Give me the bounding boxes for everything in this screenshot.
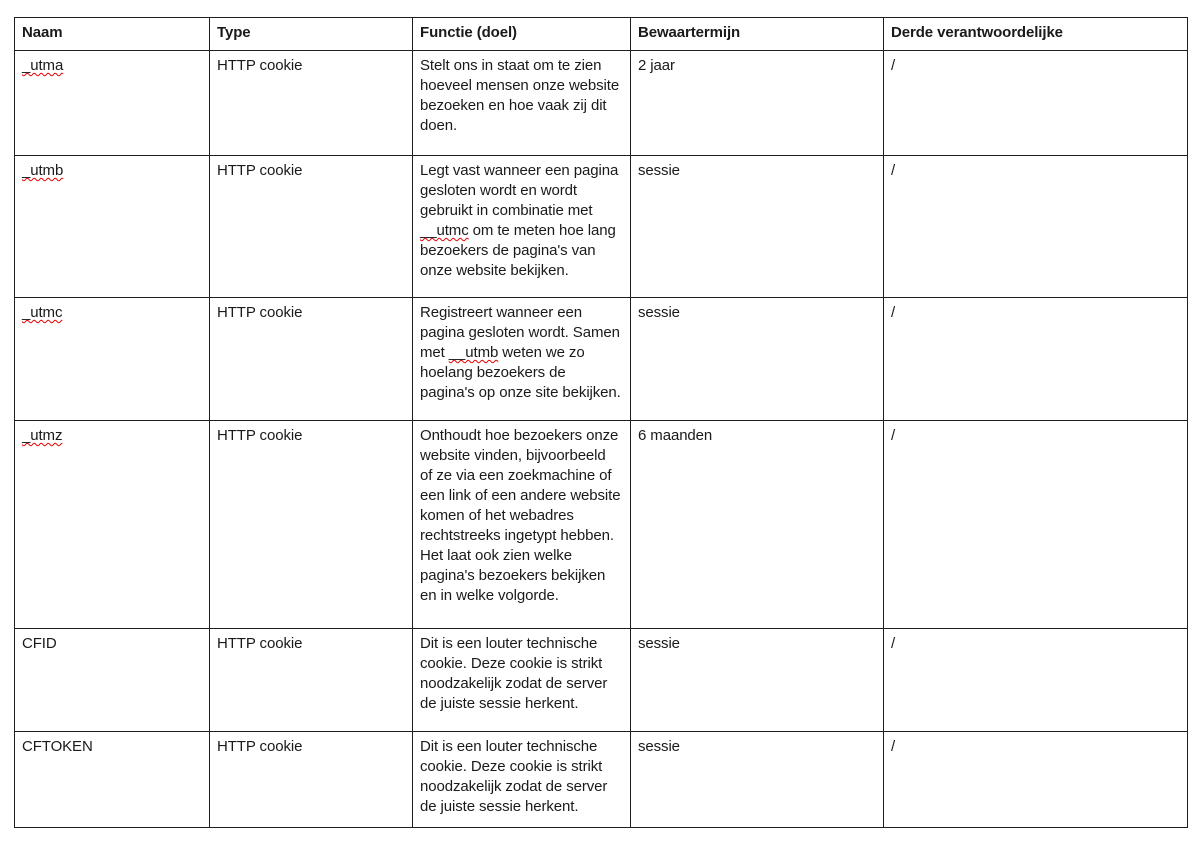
text-segment: sessie [638, 635, 680, 652]
cell-naam [15, 421, 210, 629]
cell-bewaartermijn [631, 156, 884, 298]
text-segment: sessie [638, 304, 680, 321]
cell-type [210, 732, 413, 828]
text-segment: / [891, 304, 896, 321]
text-segment: HTTP cookie [217, 427, 303, 444]
cell-bewaartermijn [631, 421, 884, 629]
text-segment: / [891, 162, 896, 179]
cell-naam [15, 51, 210, 156]
text-segment: Onthoudt hoe bezoekers onze website vinden, bijvoorbeeld of ze via een zoekmachine of een link of een andere website komen of het webadres rechtstreeks ingetypt hebben. Het laat ook zien welke pagina's bezoekers bekijken en in welke volgorde. [420, 427, 621, 604]
table-row [15, 156, 1188, 298]
cell-type [210, 51, 413, 156]
text-segment: sessie [638, 738, 680, 755]
text-segment: HTTP cookie [217, 635, 303, 652]
text-segment: Dit is een louter technische cookie. Deze cookie is strikt noodzakelijk zodat de server de juiste sessie herkent. [420, 635, 608, 712]
cell-functie [413, 156, 631, 298]
cell-functie [413, 51, 631, 156]
table-row [15, 51, 1188, 156]
document-page [0, 17, 1196, 860]
text-segment: / [891, 635, 896, 652]
cell-bewaartermijn [631, 629, 884, 732]
cell-functie [413, 421, 631, 629]
table-row [15, 421, 1188, 629]
cell-naam [15, 156, 210, 298]
cell-type [210, 156, 413, 298]
misspelled-text: _utmb [22, 162, 64, 179]
cell-derde [884, 156, 1188, 298]
text-segment: Registreert wanneer een pagina gesloten wordt. Samen met [420, 304, 620, 361]
cell-type [210, 298, 413, 421]
cell-derde [884, 421, 1188, 629]
text-segment: weten we zo hoelang bezoekers de pagina's op onze site bekijken. [420, 344, 621, 401]
misspelled-text: _utmz [22, 427, 63, 444]
misspelled-text: _utma [22, 57, 64, 74]
cookie-table [14, 17, 1188, 828]
cell-derde [884, 298, 1188, 421]
header-cell-naam: Naam [15, 18, 210, 51]
header-cell-functie: Functie (doel) [413, 18, 631, 51]
cell-derde [884, 732, 1188, 828]
text-segment: CFID [22, 635, 57, 652]
cell-type [210, 629, 413, 732]
header-cell-bewaartermijn: Bewaartermijn [631, 18, 884, 51]
header-cell-derde: Derde verantwoordelijke [884, 18, 1188, 51]
text-segment: Stelt ons in staat om te zien hoeveel mensen onze website bezoeken en hoe vaak zij dit doen. [420, 57, 620, 134]
text-segment: Dit is een louter technische cookie. Deze cookie is strikt noodzakelijk zodat de server de juiste sessie herkent. [420, 738, 608, 815]
text-segment: / [891, 738, 896, 755]
text-segment: HTTP cookie [217, 57, 303, 74]
cell-naam [15, 732, 210, 828]
cell-derde [884, 629, 1188, 732]
cell-functie [413, 732, 631, 828]
text-segment: 2 jaar [638, 57, 675, 74]
cell-derde [884, 51, 1188, 156]
cell-bewaartermijn [631, 51, 884, 156]
text-segment: HTTP cookie [217, 738, 303, 755]
table-row [15, 298, 1188, 421]
misspelled-text: _utmc [22, 304, 63, 321]
misspelled-text: __utmb [448, 344, 499, 361]
table-row [15, 629, 1188, 732]
text-segment: sessie [638, 162, 680, 179]
text-segment: / [891, 57, 896, 74]
cell-functie [413, 629, 631, 732]
cell-naam [15, 629, 210, 732]
misspelled-text: __utmc [420, 222, 469, 239]
text-segment: HTTP cookie [217, 162, 303, 179]
text-segment: Legt vast wanneer een pagina gesloten wordt en wordt gebruikt in combinatie met [420, 162, 619, 219]
cell-type [210, 421, 413, 629]
cell-naam [15, 298, 210, 421]
text-segment: om te meten hoe lang bezoekers de pagina's van onze website bekijken. [420, 222, 616, 279]
cell-bewaartermijn [631, 732, 884, 828]
cell-functie [413, 298, 631, 421]
table-row [15, 732, 1188, 828]
table-header-row [15, 18, 1188, 51]
text-segment: 6 maanden [638, 427, 713, 444]
text-segment: / [891, 427, 896, 444]
header-cell-type: Type [210, 18, 413, 51]
text-segment: CFTOKEN [22, 738, 93, 755]
text-segment: HTTP cookie [217, 304, 303, 321]
cell-bewaartermijn [631, 298, 884, 421]
